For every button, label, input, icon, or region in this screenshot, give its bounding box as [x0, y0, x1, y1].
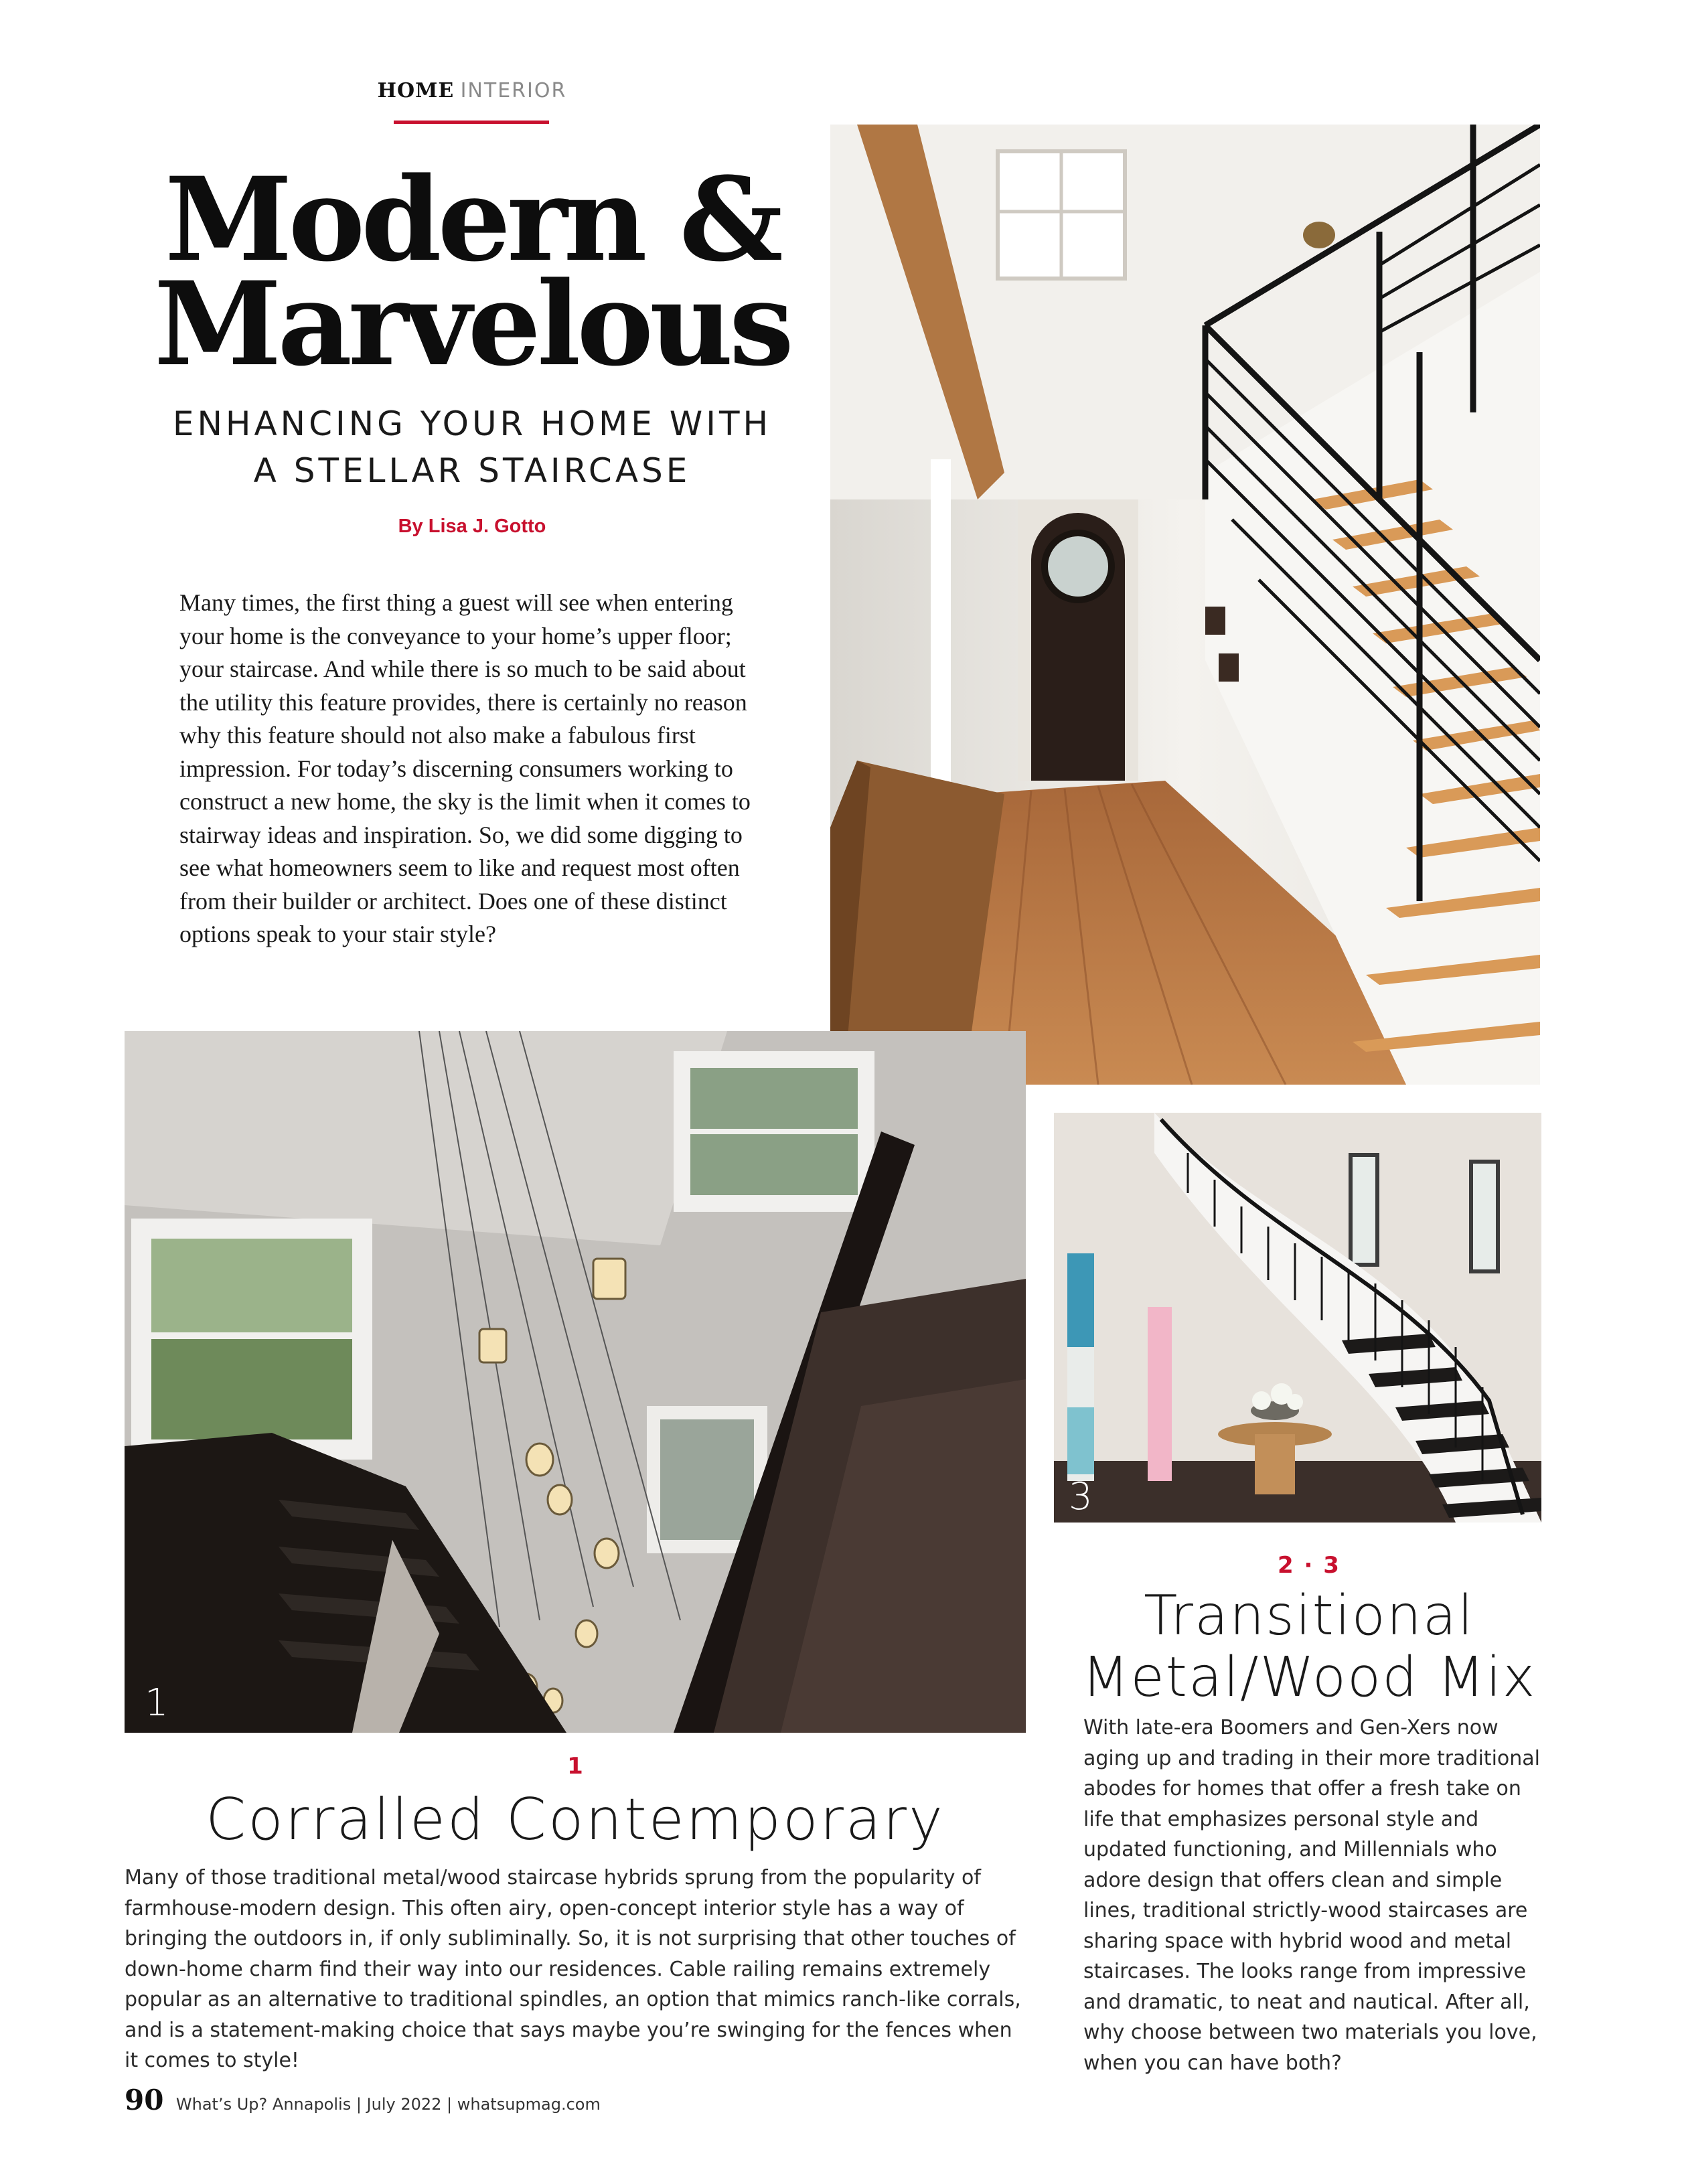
- subtitle-line-2: A STELLAR STAIRCASE: [253, 451, 691, 490]
- section-1-heading: Corralled Contemporary: [206, 1786, 945, 1853]
- section-2-3-heading: [1078, 1585, 1540, 1709]
- article-subtitle: [127, 400, 817, 494]
- overhead-staircase-illustration: [125, 1031, 1026, 1733]
- section-label: [315, 79, 629, 102]
- section-2-3-heading-line-1: Transitional: [1144, 1584, 1474, 1648]
- photo-overhead-staircase: [125, 1031, 1026, 1733]
- photo-3-number: 3: [1069, 1475, 1093, 1518]
- entry-staircase-illustration: [830, 125, 1540, 1085]
- subtitle-line-1: ENHANCING YOUR HOME WITH: [172, 404, 772, 443]
- photo-entry-staircase: [830, 125, 1540, 1085]
- title-line-1: Modern &: [165, 151, 779, 287]
- section-2-3-number: 2 · 3: [1278, 1552, 1341, 1579]
- curved-staircase-illustration: [1054, 1113, 1541, 1523]
- section-primary: HOME: [377, 79, 455, 102]
- article-title: [127, 151, 817, 392]
- photo-curved-staircase: [1054, 1113, 1541, 1523]
- title-line-2: Marvelous: [154, 256, 790, 392]
- section-rule: [394, 121, 549, 124]
- section-2-3-heading-line-2: Metal/Wood Mix: [1081, 1646, 1537, 1709]
- page-number: 90: [125, 2084, 164, 2116]
- section-1-body: Many of those traditional metal/wood staircase hybrids sprung from the popularity of farmhouse-modern design. This often airy, open-concept interior style has a way of bringing the outdoors in, if only subliminally. So, it is not surprising that other touches of down-home charm find their way into our residences. Cable railing remains extremely popular as an alternative to traditional spindles, an option that mimics ranch-like corrals, and is a statement-making choice that says maybe you’re swinging for the fences when it comes to style!: [125, 1866, 1021, 2072]
- byline: By Lisa J. Gotto: [398, 516, 546, 537]
- intro-paragraph: [179, 587, 769, 951]
- photo-1-number: 1: [145, 1681, 169, 1725]
- section-2-3-body: With late-era Boomers and Gen-Xers now aging up and trading in their more traditional abodes for homes that offer a fresh take on life that emphasizes personal style and updated functioning, and Millennials who adore design that offers clean and simple lines, traditional strictly-wood staircases are sharing space with hybrid wood and metal staircases. The looks range from impressive and dramatic, to neat and nautical. After all, why choose between two materials you love, when you can have both?: [1083, 1716, 1540, 2075]
- section-secondary: INTERIOR: [460, 79, 567, 102]
- section-1-number: 1: [567, 1753, 583, 1780]
- intro-text: Many times, the first thing a guest will see when entering your home is the conveyance to your home’s upper floor; your staircase. And while there is so much to be said about the utility this feature provides, there is certainly no reason why this feature should not also make a fabulous first impression. For today’s discerning consumers working to construct a new home, the sky is the limit when it comes to stairway ideas and inspiration. So, we did some digging to see what homeowners seem to like and request most often from their builder or architect. Does one of these distinct options speak to your stair style?: [179, 589, 751, 947]
- page-footer: [125, 2084, 601, 2117]
- footer-text: What’s Up? Annapolis | July 2022 | whatsupmag.com: [175, 2095, 601, 2114]
